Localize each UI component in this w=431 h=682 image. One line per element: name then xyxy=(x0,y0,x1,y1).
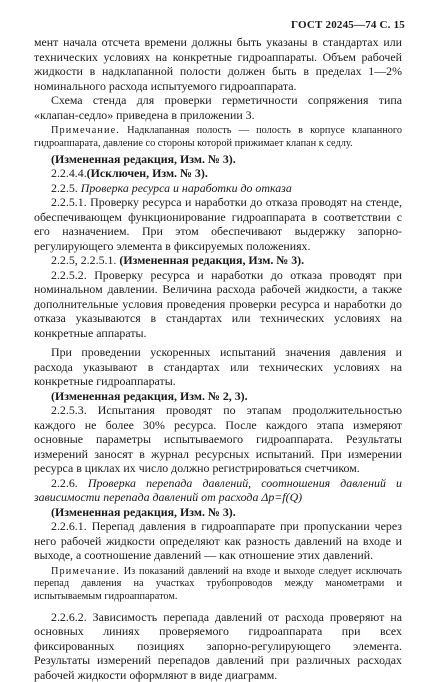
paragraph-continuation: мент начала отсчета времени должны быть указаны в стандартах или технических условиях на конкретные гидроаппараты. Объем рабочей жидкости в надклапанной полости должен быть в пределах 1—2% номинального расхода испытуемого гидроаппарата. xyxy=(34,35,402,93)
document-body xyxy=(34,35,402,682)
edit-note-2-2-5 xyxy=(34,253,402,268)
clause-2-2-5 xyxy=(34,181,402,196)
page-header: ГОСТ 20245—74 С. 15 xyxy=(291,19,405,31)
edit-note-2-2-5-numbers: 2.2.5, 2.2.5.1. xyxy=(51,253,117,268)
note-1 xyxy=(34,125,402,151)
edit-note-2-2-5-text: (Измененная редакция, Изм. № 3). xyxy=(119,253,305,268)
clause-2-2-4-4-text: (Исключен, Изм. № 3). xyxy=(86,166,208,181)
clause-2-2-6-title: Проверка перепада давлений, соотношения давлений и зависимости перепада давлений от расхода Δp=f(Q) xyxy=(34,475,403,505)
note-2-text: Из показаний давлений на входе и выходе следует исключать перепад давления на участках трубопроводов между манометрами и испытываемым гидроаппаратом. xyxy=(34,565,402,603)
clause-2-2-5-1: 2.2.5.1. Проверку ресурса и наработки до отказа проводят на стенде, обеспечивающем функционирование гидроаппарата в соответствии с его назначением. При этом обеспечивают выдержку запорно-регулирующего элемента в фиксируемых положениях. xyxy=(34,195,402,253)
note-2-lead: Примечание. xyxy=(51,565,120,577)
clause-2-2-5-2: 2.2.5.2. Проверку ресурса и наработки до отказа проводят при номинальном давлении. Величина расхода рабочей жидкости, а также дополнительные условия проведения проверки ресурса и наработки до отказа указываются в стандартах или технических условиях на конкретные аппараты. xyxy=(34,267,402,340)
clause-2-2-6-2: 2.2.6.2. Зависимость перепада давлений от расхода проверяют на основных линиях проверяемого гидроаппарата при всех фиксированных позициях запорно-регулирующего элемента. Результаты измерений перепадов давлений при различных расходах рабочей жидкости оформляют в виде диаграмм. xyxy=(34,609,402,682)
clause-2-2-4-4 xyxy=(34,166,402,181)
note-1-lead: Примечание. xyxy=(51,125,120,136)
note-2 xyxy=(34,566,402,604)
clause-2-2-5-number: 2.2.5. xyxy=(51,180,78,195)
clause-2-2-5-title: Проверка ресурса и наработки до отказа xyxy=(80,180,292,195)
clause-2-2-6-1: 2.2.6.1. Перепад давления в гидроаппарате при пропускании через него рабочей жидкости определяют как разность давлений на входе и выходе, а соотношение давлений — как отношение этих давлений. xyxy=(34,519,402,563)
paragraph-accelerated-tests: При проведении ускоренных испытаний значения давления и расхода указывают в стандартах или технических условиях на конкретные гидроаппараты. xyxy=(34,345,402,389)
clause-2-2-5-3: 2.2.5.3. Испытания проводят по этапам продолжительностью каждого не более 30% ресурса. После каждого этапа измеряют основные параметры испытываемого гидроаппарата. Результаты измерений заносят в журнал ресурсных испытаний. При измерении ресурса в циклах их число должно регистрироваться счетчиком. xyxy=(34,403,402,476)
paragraph-scheme: Схема стенда для проверки герметичности сопряжения типа «клапан-седло» приведена в приложении 3. xyxy=(34,93,402,122)
edit-note-1: (Измененная редакция, Изм. № 3). xyxy=(51,151,236,166)
note-1-text: Надклапанная полость — полость в корпусе клапанного гидроаппарата, давление со стороны которой прижимает клапан к седлу. xyxy=(34,125,402,149)
clause-2-2-4-4-number: 2.2.4.4. xyxy=(51,166,87,181)
edit-note-3: (Измененная редакция, Изм. № 3). xyxy=(51,504,236,519)
clause-2-2-6-number: 2.2.6. xyxy=(51,475,78,490)
clause-2-2-6 xyxy=(34,476,402,505)
edit-note-2: (Измененная редакция, Изм. № 2, 3). xyxy=(51,388,248,403)
